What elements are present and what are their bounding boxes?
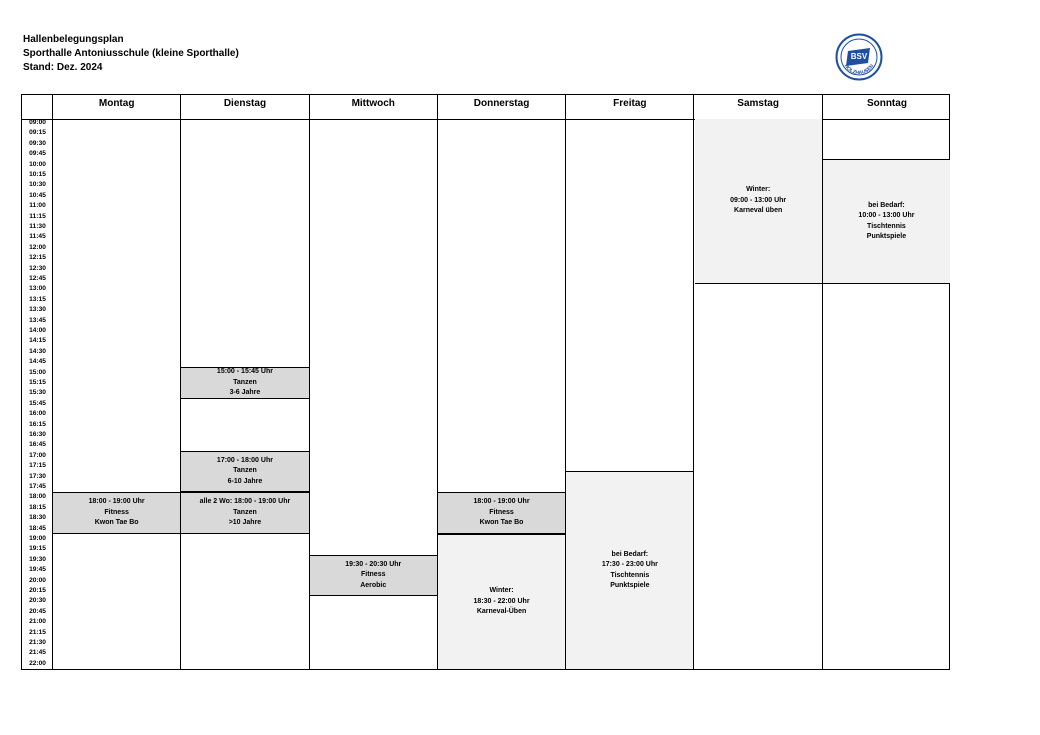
time-label: 14:00: [29, 327, 46, 334]
header-status: Stand: Dez. 2024: [23, 62, 103, 73]
booking-line: bei Bedarf:: [611, 550, 649, 558]
time-label: 14:15: [29, 337, 46, 345]
time-label: 13:45: [29, 316, 46, 324]
time-label: 17:00: [29, 451, 46, 459]
booking-line: Karneval üben: [734, 207, 783, 215]
booking-line: Winter:: [746, 186, 771, 194]
time-label: 13:30: [29, 306, 46, 314]
time-label: 14:45: [29, 358, 46, 366]
time-label: 16:15: [29, 420, 46, 428]
booking-line: 10:00 - 13:00 Uhr: [858, 212, 915, 220]
booking-line: 18:00 - 19:00 Uhr: [88, 498, 145, 506]
time-label: 13:15: [29, 295, 46, 303]
time-label: 16:00: [29, 410, 46, 418]
time-label: 20:15: [29, 587, 46, 594]
time-label: 21:00: [29, 618, 46, 626]
booking-line: Fitness: [360, 571, 386, 579]
time-label: 19:45: [29, 566, 46, 574]
time-label: 18:45: [29, 524, 46, 532]
booking-block: [181, 367, 308, 398]
time-label: 20:45: [29, 607, 46, 615]
booking-block: [566, 471, 693, 669]
booking-block: [438, 492, 565, 534]
day-header: Mittwoch: [310, 95, 438, 119]
booking-line: 3-6 Jahre: [229, 389, 261, 397]
day-header: Dienstag: [181, 95, 309, 119]
day-header: Montag: [53, 95, 181, 119]
time-label: 20:30: [29, 597, 46, 605]
time-label: 20:00: [29, 576, 46, 584]
time-label: 10:15: [29, 171, 46, 178]
booking-block: [53, 492, 180, 534]
time-label: 15:15: [29, 379, 46, 386]
booking-line: Karneval-Üben: [476, 608, 527, 616]
time-label: 11:00: [29, 202, 46, 210]
time-label: 12:45: [29, 275, 46, 282]
time-label: 19:00: [29, 535, 46, 542]
time-label: 16:30: [29, 431, 46, 438]
time-label: 12:15: [29, 254, 46, 262]
time-label: 17:15: [29, 462, 46, 470]
booking-line: Fitness: [489, 508, 514, 516]
booking-line: 18:30 - 22:00 Uhr: [473, 597, 530, 605]
time-label: 10:45: [29, 191, 46, 199]
booking-block: [695, 119, 822, 284]
booking-line: 6-10 Jahre: [227, 477, 263, 485]
booking-line: Kwon Tae Bo: [94, 519, 139, 527]
booking-line: 19:30 - 20:30 Uhr: [345, 560, 402, 568]
day-header: Sonntag: [866, 98, 907, 109]
booking-line: Punktspiele: [610, 582, 650, 590]
day-header: Freitag: [566, 95, 694, 119]
booking-line: 17:30 - 23:00 Uhr: [601, 561, 658, 569]
header-venue: Sporthalle Antoniusschule (kleine Sporthalle): [23, 48, 239, 59]
time-label: 11:45: [29, 233, 46, 241]
header-title: Hallenbelegungsplan: [23, 34, 124, 45]
time-label: 18:30: [29, 514, 46, 522]
time-label: 11:30: [29, 223, 46, 230]
booking-line: Fitness: [104, 508, 129, 516]
time-label: 21:30: [29, 639, 46, 646]
time-label: 11:15: [29, 212, 46, 220]
day-column: [53, 119, 181, 669]
time-label: 17:30: [29, 472, 46, 480]
booking-line: Winter:: [489, 587, 514, 595]
time-label: 09:00: [29, 119, 46, 126]
booking-line: 15:00 - 15:45 Uhr: [216, 368, 273, 376]
booking-block: [438, 534, 565, 669]
time-label: 15:30: [29, 389, 46, 397]
booking-line: 09:00 - 13:00 Uhr: [730, 196, 787, 204]
booking-line: Tanzen: [233, 508, 257, 516]
time-label: 21:45: [29, 649, 46, 657]
booking-line: Tanzen: [233, 467, 257, 475]
time-label: 13:00: [29, 285, 46, 293]
day-header: Samstag: [695, 95, 823, 119]
time-label: 22:00: [29, 659, 46, 667]
booking-line: alle 2 Wo: 18:00 - 19:00 Uhr: [199, 498, 291, 506]
schedule-grid: [21, 94, 950, 670]
time-label: 12:30: [29, 264, 46, 272]
time-label: 14:30: [29, 347, 46, 355]
time-label: 10:00: [29, 160, 46, 168]
booking-line: Aerobic: [360, 581, 387, 589]
time-label: 09:30: [29, 139, 46, 147]
booking-line: Tischtennis: [610, 571, 650, 579]
booking-line: bei Bedarf:: [868, 201, 905, 209]
booking-line: Kwon Tae Bo: [479, 519, 524, 527]
time-label: 10:30: [29, 181, 46, 189]
booking-block: [181, 451, 308, 493]
time-label: 15:45: [29, 399, 46, 407]
day-header: Donnerstag: [438, 95, 566, 119]
booking-line: 17:00 - 18:00 Uhr: [216, 456, 273, 464]
club-logo: [834, 33, 884, 81]
time-label: 19:15: [29, 545, 46, 553]
booking-line: Tischtennis: [867, 222, 906, 230]
booking-block: [310, 555, 437, 597]
time-label: 09:15: [29, 129, 46, 137]
time-label: 12:00: [29, 243, 46, 251]
time-label: 18:15: [29, 503, 46, 511]
booking-line: >10 Jahre: [228, 519, 262, 527]
logo-text-bottom: HOLZHAUSEN: [842, 63, 876, 77]
time-label: 09:45: [29, 150, 46, 158]
time-label: 21:15: [29, 628, 46, 636]
booking-line: Tanzen: [233, 378, 257, 386]
time-label: 16:45: [29, 441, 46, 449]
time-label: 18:00: [29, 493, 46, 501]
time-label: 17:45: [29, 483, 46, 490]
time-label: 15:00: [29, 368, 46, 376]
booking-line: Punktspiele: [866, 233, 907, 241]
booking-line: 18:00 - 19:00 Uhr: [473, 498, 530, 506]
logo-text-top: BSV: [850, 52, 868, 61]
booking-block: [181, 492, 308, 534]
booking-block: [823, 159, 950, 284]
time-label: 19:30: [29, 555, 46, 563]
